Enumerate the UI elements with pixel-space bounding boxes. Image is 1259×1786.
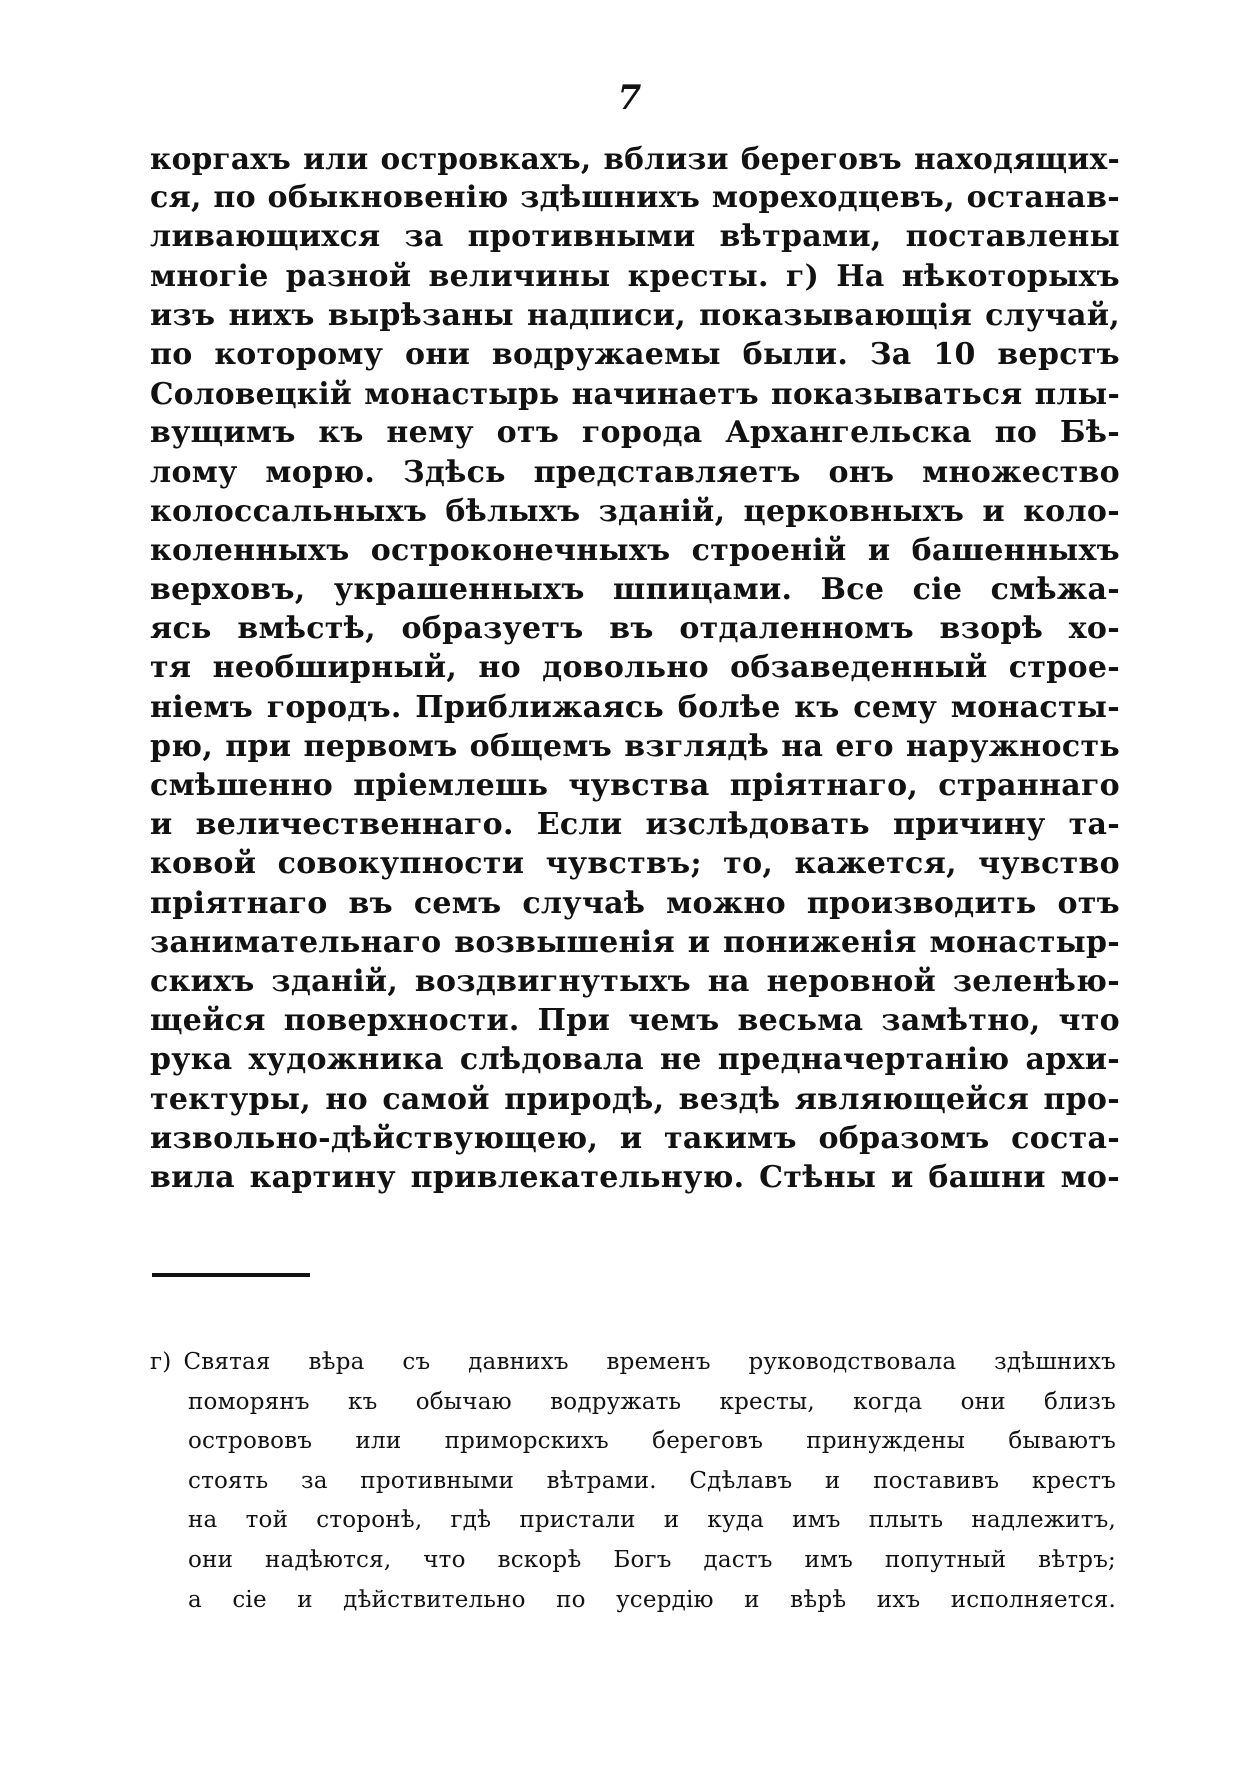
- footnote-separator-rule: [152, 1273, 310, 1277]
- text-line: извольно-дѣйствующею, и такимъ образомъ соста-: [150, 1120, 1120, 1156]
- footnote-line: на той сторонѣ, гдѣ пристали и куда имъ плыть надлежитъ,: [188, 1507, 1116, 1534]
- footnote-block: [150, 1343, 1116, 1620]
- footnote-line: а сіе и дѣйствительно по усердію и вѣрѣ ихъ исполняется.: [188, 1586, 1116, 1613]
- text-line: рю, при первомъ общемъ взглядѣ на его наружность: [150, 728, 1120, 764]
- text-line: ковой совокупности чувствъ; то, кажется, чувство: [150, 846, 1120, 882]
- text-line: рука художника слѣдовала не предначертанію архи-: [150, 1042, 1120, 1078]
- text-line: ясь вмѣстѣ, образуетъ въ отдаленномъ взорѣ хо-: [150, 611, 1120, 647]
- text-line: коленныхъ остроконечныхъ строеній и башенныхъ: [150, 532, 1120, 568]
- text-line: щейся поверхности. При чемъ весьма замѣтно, что: [150, 1003, 1120, 1039]
- text-line: занимательнаго возвышенія и пониженія монастыр-: [150, 924, 1120, 960]
- text-line: Соловецкій монастырь начинаетъ показываться плы-: [150, 376, 1120, 412]
- text-line: скихъ зданій, воздвигнутыхъ на неровной зеленѣю-: [150, 963, 1120, 999]
- text-line: верховъ, украшенныхъ шпицами. Все сіе смѣжа-: [150, 572, 1120, 608]
- footnote-line: поморянъ къ обычаю водружать кресты, когда они близъ: [188, 1388, 1116, 1415]
- text-line: по которому они водружаемы были. За 10 верстъ: [150, 336, 1120, 372]
- footnote-line: [150, 1343, 1116, 1383]
- text-line: пріятнаго въ семъ случаѣ можно производить отъ: [150, 885, 1120, 921]
- text-line: тектуры, но самой природѣ, вездѣ являющейся про-: [150, 1081, 1120, 1117]
- text-line: ніемъ городъ. Приближаясь болѣе къ сему монасты-: [150, 689, 1120, 725]
- text-line: ливающихся за противными вѣтрами, поставлены: [150, 219, 1120, 255]
- main-text-block: [150, 139, 1120, 1197]
- text-line: и величественнаго. Если изслѣдовать причину та-: [150, 807, 1120, 843]
- text-line: коргахъ или островкахъ, вблизи береговъ находящих-: [150, 141, 1120, 176]
- footnote-line: острововъ или приморскихъ береговъ принуждены бываютъ: [188, 1428, 1116, 1455]
- page-number: 7: [617, 78, 642, 118]
- text-line: тя необширный, но довольно обзаведенный строе-: [150, 650, 1120, 686]
- text-line: смѣшенно пріемлешь чувства пріятнаго, страннаго: [150, 768, 1120, 803]
- text-line: колоссальныхъ бѣлыхъ зданій, церковныхъ и коло-: [150, 493, 1120, 529]
- text-line: изъ нихъ вырѣзаны надписи, показывающія случай,: [150, 297, 1120, 333]
- text-line: многіе разной величины кресты. г) На нѣкоторыхъ: [150, 258, 1120, 294]
- text-line: лому морю. Здѣсь представляетъ онъ множество: [150, 454, 1120, 490]
- footnote-line: стоять за противными вѣтрами. Сдѣлавъ и поставивъ крестъ: [188, 1467, 1116, 1494]
- footnote-line-text: Святая вѣра съ давнихъ временъ руководствовала здѣшнихъ: [183, 1349, 1116, 1375]
- footnote-marker: г): [150, 1349, 172, 1375]
- footnote-line: они надѣются, что вскорѣ Богъ дастъ имъ попутный вѣтръ;: [188, 1546, 1116, 1573]
- text-line: ся, по обыкновенію здѣшнихъ мореходцевъ, останав-: [150, 180, 1120, 216]
- text-line: вила картину привлекательную. Стѣны и башни мо-: [150, 1159, 1120, 1195]
- text-line: вущимъ къ нему отъ города Архангельска по Бѣ-: [150, 415, 1120, 451]
